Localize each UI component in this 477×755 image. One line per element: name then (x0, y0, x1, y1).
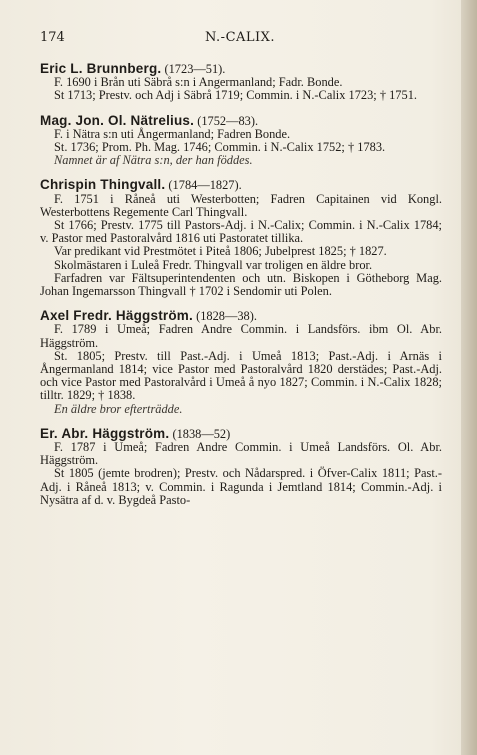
entry-dates: (1752—83). (197, 113, 259, 128)
running-title: N.-CALIX. (205, 30, 276, 45)
biography-entry (40, 427, 442, 507)
entry-line: Namnet är af Nätra s:n, der han föddes. (54, 153, 253, 168)
page-content (40, 62, 442, 518)
entry-line: F. 1789 i Umeå; Fadren Andre Commin. i Landsförs. ibm Ol. Abr. Häggström. (40, 322, 442, 350)
entry-name: Chrispin Thingvall. (40, 177, 166, 193)
entry-line: St 1766; Prestv. 1775 till Pastors-Adj. i N.-Calix; Commin. i N.-Calix 1784; v. Pastor med Pastoralvård 1816 uti Pastoratet tillika. (40, 218, 442, 246)
entry-line: Skolmästaren i Luleå Fredr. Thingvall var troligen en äldre bror. (54, 257, 373, 272)
entry-line: St. 1805; Prestv. till Past.-Adj. i Umeå 1813; Past.-Adj. i Arnäs i Ångermanland 1814; vice Pastor med Pastoralvård 1820 derstädes; Past.-Adj. och vice Pastor med Pastoralvård i Umeå å nyo 1827; Commin. i N.-Calix 1828; tilltr. 1829; † 1838. (40, 348, 442, 403)
entry-line: St. 1736; Prom. Ph. Mag. 1746; Commin. i N.-Calix 1752; † 1783. (54, 140, 386, 155)
entry-name: Mag. Jon. Ol. Nätrelius. (40, 112, 195, 128)
entry-dates: (1838—52) (172, 426, 231, 441)
entry-line: St 1713; Prestv. och Adj i Säbrå 1719; Commin. i N.-Calix 1723; † 1751. (54, 88, 417, 103)
entry-line: F. 1751 i Råneå uti Westerbotten; Fadren Capitainen vid Kongl. Westerbottens Regemente Carl Thingvall. (40, 191, 442, 219)
entry-line: F. 1690 i Brån uti Säbrå s:n i Angermanland; Fadr. Bonde. (54, 75, 343, 90)
entry-dates: (1828—38). (196, 309, 257, 324)
page-header (40, 30, 440, 50)
entry-dates: (1723—51). (164, 62, 226, 76)
entry-line: F. 1787 i Umeå; Fadren Andre Commin. i Umeå Landsförs. Ol. Abr. Häggström. (40, 440, 442, 468)
entry-name: Er. Abr. Häggström. (40, 425, 170, 441)
biography-entry (40, 114, 442, 168)
entry-line: En äldre bror efterträdde. (54, 401, 183, 416)
entry-dates: (1784—1827). (168, 178, 242, 193)
entry-name: Eric L. Brunnberg. (40, 61, 162, 76)
entry-name: Axel Fredr. Häggström. (40, 308, 193, 324)
biography-entry (40, 178, 442, 298)
entry-line: Var predikant vid Prestmötet i Piteå 1806; Jubelprest 1825; † 1827. (54, 244, 387, 259)
biography-entry (40, 62, 442, 103)
entry-line: St 1805 (jemte brodren); Prestv. och Nådarspred. i Öfver-Calix 1811; Past.-Adj. i Råneå 1813; v. Commin. i Ragunda i Jemtland 1814; Commin.-Adj. i Nysätra af d. v. Bygdeå Pasto- (40, 466, 442, 507)
biography-entry (40, 309, 442, 416)
page-edge-shadow (461, 0, 477, 755)
entry-line: F. i Nätra s:n uti Ångermanland; Fadren Bonde. (54, 126, 291, 141)
page-number: 174 (40, 30, 65, 45)
entry-line: Farfadren var Fältsuperintendenten och utn. Biskopen i Götheborg Mag. Johan Ingemarsson Thingvall † 1702 i Sendomir uti Polen. (40, 270, 442, 299)
